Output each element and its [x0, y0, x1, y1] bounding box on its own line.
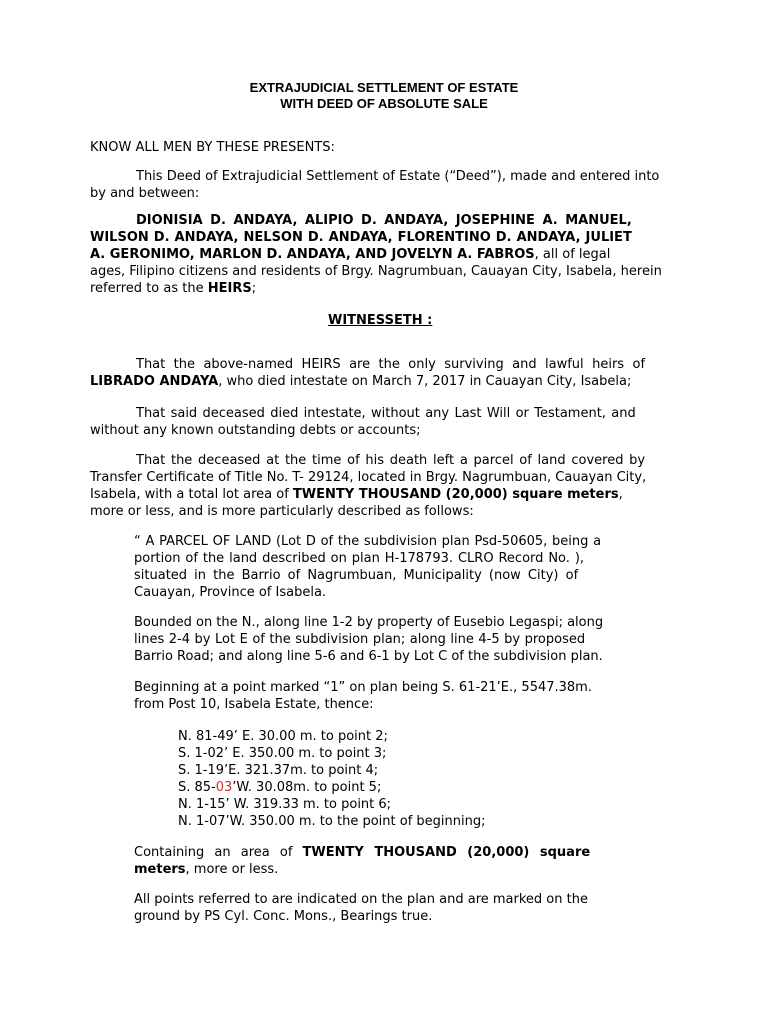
intro-line-1-text: This Deed of Extrajudicial Settlement of Estate (“Deed”), made and entered into — [136, 169, 660, 184]
beginning-line-1: Beginning at a point marked “1” on plan being S. 61-21’E., 5547.38m. — [134, 680, 592, 695]
know-all-men: KNOW ALL MEN BY THESE PRESENTS: — [90, 140, 335, 155]
para3-line-2: Transfer Certificate of Title No. T- 29124, located in Brgy. Nagrumbuan, Cauayan City, — [90, 470, 647, 485]
para1-line-2 — [90, 373, 631, 390]
heirs-term: HEIRS — [207, 281, 252, 296]
beginning-line-2: from Post 10, Isabela Estate, thence: — [134, 697, 374, 712]
bounded-line-3: Barrio Road; and along line 5-6 and 6-1 by Lot C of the subdivision plan. — [134, 649, 603, 664]
lot-area-bold: TWENTY THOUSAND (20,000) square meters — [292, 487, 619, 502]
bearing-5: N. 1-15’ W. 319.33 m. to point 6; — [178, 797, 392, 812]
containing-area-bold: TWENTY THOUSAND (20,000) square — [302, 845, 591, 860]
containing-line-2-rest: , more or less. — [185, 862, 279, 877]
bearing-4 — [178, 779, 381, 796]
para3-line-3-pre: Isabela, with a total lot area of — [90, 487, 293, 502]
para3-line-3-post: , — [618, 487, 623, 502]
para1-line-1: That the above-named HEIRS are the only surviving and lawful heirs of — [136, 357, 646, 372]
allpoints-line-2: ground by PS Cyl. Conc. Mons., Bearings true. — [134, 909, 433, 924]
bearing-4-red-minutes: 03 — [215, 780, 233, 795]
intro-line-2: by and between: — [90, 186, 200, 201]
para3-line-1: That the deceased at the time of his death left a parcel of land covered by — [136, 453, 646, 468]
title-line-1: EXTRAJUDICIAL SETTLEMENT OF ESTATE — [249, 80, 519, 95]
para2-line-1: That said deceased died intestate, without any Last Will or Testament, and — [136, 406, 636, 421]
heirs-line-1: DIONISIA D. ANDAYA, ALIPIO D. ANDAYA, JOSEPHINE A. MANUEL, — [136, 213, 632, 228]
heirs-line-3-rest: , all of legal — [534, 247, 611, 262]
para2-line-2: without any known outstanding debts or accounts; — [90, 423, 421, 438]
parcel-line-3: situated in the Barrio of Nagrumbuan, Municipality (now City) of — [134, 568, 579, 583]
title-line-2: WITH DEED OF ABSOLUTE SALE — [280, 96, 488, 111]
heirs-line-5-pre: referred to as the — [90, 281, 208, 296]
bearing-1: N. 81-49’ E. 30.00 m. to point 2; — [178, 729, 388, 744]
heirs-line-4: ages, Filipino citizens and residents of Brgy. Nagrumbuan, Cauayan City, Isabela, herein — [90, 264, 662, 279]
intro-line-1 — [136, 168, 677, 185]
para1-line-2-rest: , who died intestate on March 7, 2017 in Cauayan City, Isabela; — [218, 374, 632, 389]
parcel-line-1: “ A PARCEL OF LAND (Lot D of the subdivision plan Psd-50605, being a — [134, 534, 602, 549]
bearing-4-pre: S. 85- — [178, 780, 216, 795]
heirs-names-bold: A. GERONIMO, MARLON D. ANDAYA, AND JOVELYN A. FABROS — [90, 247, 535, 262]
deceased-name: LIBRADO ANDAYA — [90, 374, 219, 389]
containing-meters-bold: meters — [134, 862, 186, 877]
containing-line-2 — [134, 861, 278, 878]
allpoints-line-1: All points referred to are indicated on the plan and are marked on the — [134, 892, 588, 907]
containing-pre: Containing an area of — [134, 845, 303, 860]
containing-line-1 — [134, 844, 590, 861]
heirs-line-5 — [90, 280, 256, 297]
para3-line-3 — [90, 486, 623, 503]
bearing-6: N. 1-07’W. 350.00 m. to the point of beginning; — [178, 814, 486, 829]
bounded-line-2: lines 2-4 by Lot E of the subdivision plan; along line 4-5 by proposed — [134, 632, 586, 647]
witnesseth-heading: WITNESSETH : — [328, 313, 433, 328]
heirs-line-3 — [90, 246, 610, 263]
para3-line-4: more or less, and is more particularly described as follows: — [90, 504, 474, 519]
bearing-2: S. 1-02’ E. 350.00 m. to point 3; — [178, 746, 387, 761]
heirs-line-2: WILSON D. ANDAYA, NELSON D. ANDAYA, FLORENTINO D. ANDAYA, JULIET — [90, 230, 632, 245]
parcel-line-4: Cauayan, Province of Isabela. — [134, 585, 327, 600]
heirs-line-5-post: ; — [251, 281, 257, 296]
bounded-line-1: Bounded on the N., along line 1-2 by property of Eusebio Legaspi; along — [134, 615, 604, 630]
bearing-4-post: ’W. 30.08m. to point 5; — [232, 780, 382, 795]
bearing-3: S. 1-19’E. 321.37m. to point 4; — [178, 763, 379, 778]
parcel-line-2: portion of the land described on plan H-178793. CLRO Record No. ), — [134, 551, 585, 566]
